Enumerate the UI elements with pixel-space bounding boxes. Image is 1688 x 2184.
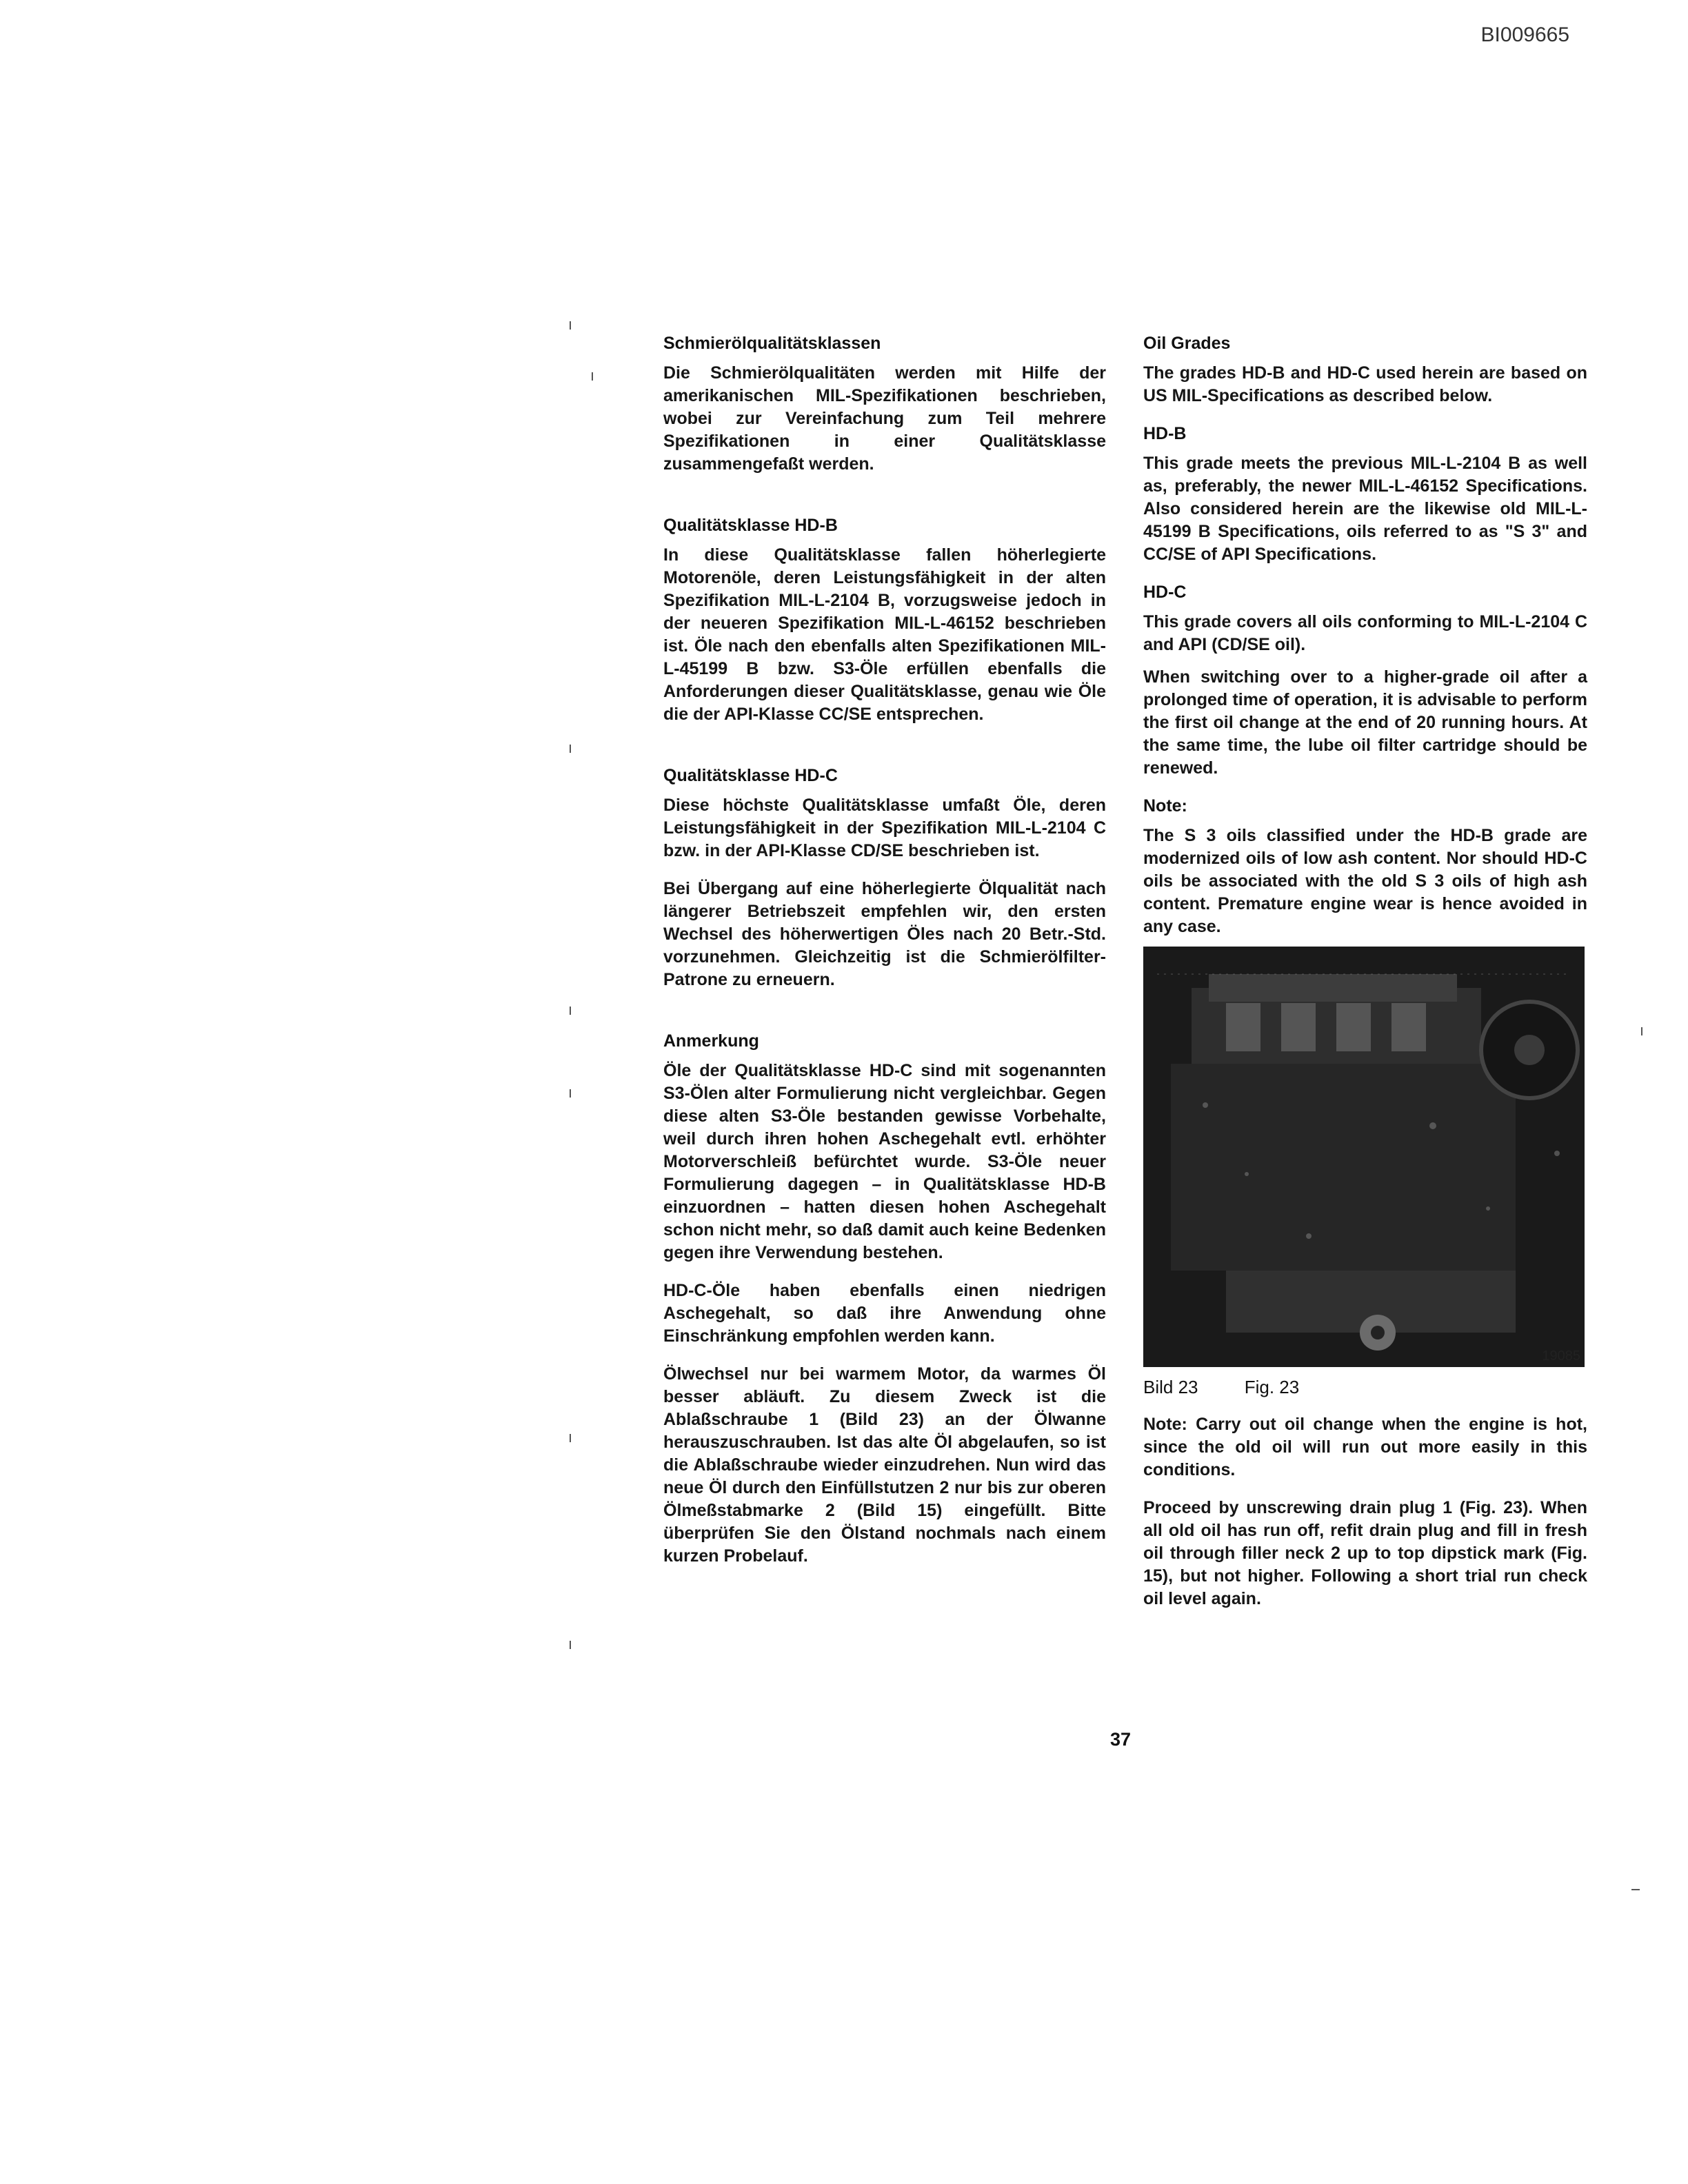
paragraph: Öle der Qualitätsklasse HD-C sind mit sogenannten S3-Ölen alter Formulierung nicht vergleichbar. Gegen diese alten S3-Öle bestanden gewisse Vorbehalte, weil durch ihren hohen Aschegehalt evtl. erhöhter Motorverschleiß befürchtet wurde. S3-Öle neuer Formulierung dagegen – in Qualitätsklasse HD-B einzuordnen – hatten diesen hohen Aschegehalt schon nicht mehr, so daß damit auch keine Bedenken gegen ihre Verwendung bestehen. [663,1061,1106,1262]
paragraph: The grades HD-B and HD-C used herein are based on US MIL-Specifications as described below. [1143,363,1587,405]
engine-photo [1143,947,1585,1367]
section-hd-c-en [1143,581,1587,780]
heading: HD-B [1143,424,1187,443]
page-number: 37 [1110,1729,1132,1750]
section-oil-grades-de [663,332,1106,476]
paragraph: Diese höchste Qualitätsklasse umfaßt Öle, deren Leistungsfähigkeit in der Spezifikation MIL-L-2104 C bzw. in der API-Klasse CD/SE beschrieben ist. [663,796,1106,860]
german-column [663,332,1106,1568]
document-id: BI009665 [1480,23,1569,46]
heading: HD-C [1143,583,1187,602]
caption-de: Bild 23 [1143,1377,1198,1397]
heading: Qualitätsklasse HD-C [663,766,838,785]
scan-mark [570,1434,571,1442]
heading: Anmerkung [663,1031,759,1051]
figure-id: 19085 [1542,1348,1580,1364]
scan-mark [570,1089,571,1098]
section-oil-change-en [1143,1413,1587,1610]
scan-mark [570,321,571,330]
scan-mark [570,745,571,753]
paragraph: The S 3 oils classified under the HD-B grade are modernized oils of low ash content. Nor should HD-C oils be associated with the old S 3 oils of high ash content. Premature engine wear is hence avoided in any case. [1143,826,1587,936]
scan-mark [570,1641,571,1649]
paragraph: Bei Übergang auf eine höherlegierte Ölqualität nach längerer Betriebszeit empfehlen wir, den ersten Wechsel des höherwertigen Öles nach 20 Betr.-Std. vorzunehmen. Gleichzeitig ist die Schmierölfilter-Patrone zu erneuern. [663,879,1106,989]
paragraph: This grade covers all oils conforming to MIL-L-2104 C and API (CD/SE oil). [1143,612,1587,654]
paragraph: This grade meets the previous MIL-L-2104 B as well as, preferably, the newer MIL-L-46152 Specifications. Also considered herein are the likewise old MIL-L-45199 B Specifications, oils referred to as "S 3" and CC/SE of API Specifications. [1143,454,1587,564]
paragraph: Proceed by unscrewing drain plug 1 (Fig. 23). When all old oil has run off, refit drain plug and fill in fresh oil through filler neck 2 up to top dipstick mark (Fig. 15), but not higher. Following a short trial run check oil level again. [1143,1498,1587,1608]
paragraph: In diese Qualitätsklasse fallen höherlegierte Motorenöle, deren Leistungsfähigkeit in der alten Spezifikation MIL-L-2104 B, vorzugsweise jedoch in der neueren Spezifikation MIL-L-46152 beschrieben ist. Öle nach den ebenfalls alten Spezifikationen MIL-L-45199 B bzw. S3-Öle erfüllen ebenfalls die Anforderungen dieser Qualitätsklasse, genau wie Öle die der API-Klasse CC/SE entsprechen. [663,545,1106,724]
heading: Schmierölqualitätsklassen [663,334,881,353]
heading: Qualitätsklasse HD-B [663,516,838,535]
section-note-de [663,1030,1106,1568]
heading: Oil Grades [1143,334,1231,353]
figure-caption [1143,1377,1587,1398]
scan-mark [570,1007,571,1015]
paragraph: Die Schmierölqualitäten werden mit Hilfe der amerikanischen MIL-Spezifikationen beschrieben, wobei zur Vereinfachung zum Teil mehrere Spezifikationen in einer Qualitätsklasse zusammengefaßt werden. [663,363,1106,474]
section-note-en [1143,795,1587,938]
paragraph: HD-C-Öle haben ebenfalls einen niedrigen Aschegehalt, so daß ihre Anwendung ohne Einschränkung empfohlen werden kann. [663,1281,1106,1346]
section-hd-c-de [663,765,1106,991]
caption-en: Fig. 23 [1244,1377,1300,1397]
scan-mark [1631,1889,1640,1890]
paragraph: Ölwechsel nur bei warmem Motor, da warmes Öl besser abläuft. Zu diesem Zweck ist die Ablaßschraube 1 (Bild 23) an der Ölwanne herauszuschrauben. Ist das alte Öl abgelaufen, so ist die Ablaßschraube wieder einzudrehen. Nun wird das neue Öl durch den Einfüllstutzen 2 nur bis zur oberen Ölmeßstabmarke 2 (Bild 15) eingefüllt. Bitte überprüfen Sie den Ölstand nochmals nach einem kurzen Probelauf. [663,1364,1106,1566]
section-hd-b-en [1143,423,1587,566]
scan-mark [592,372,593,381]
paragraph: Note: Carry out oil change when the engine is hot, since the old oil will run out more easily in this conditions. [1143,1415,1587,1479]
english-column [1143,332,1587,1610]
section-hd-b-de [663,514,1106,726]
paragraph: When switching over to a higher-grade oil after a prolonged time of operation, it is advisable to perform the first oil change at the end of 20 running hours. At the same time, the lube oil filter cartridge should be renewed. [1143,667,1587,778]
section-oil-grades-en [1143,332,1587,407]
engine-illustration [1143,947,1585,1367]
scan-mark [1641,1027,1642,1035]
heading: Note: [1143,796,1187,816]
